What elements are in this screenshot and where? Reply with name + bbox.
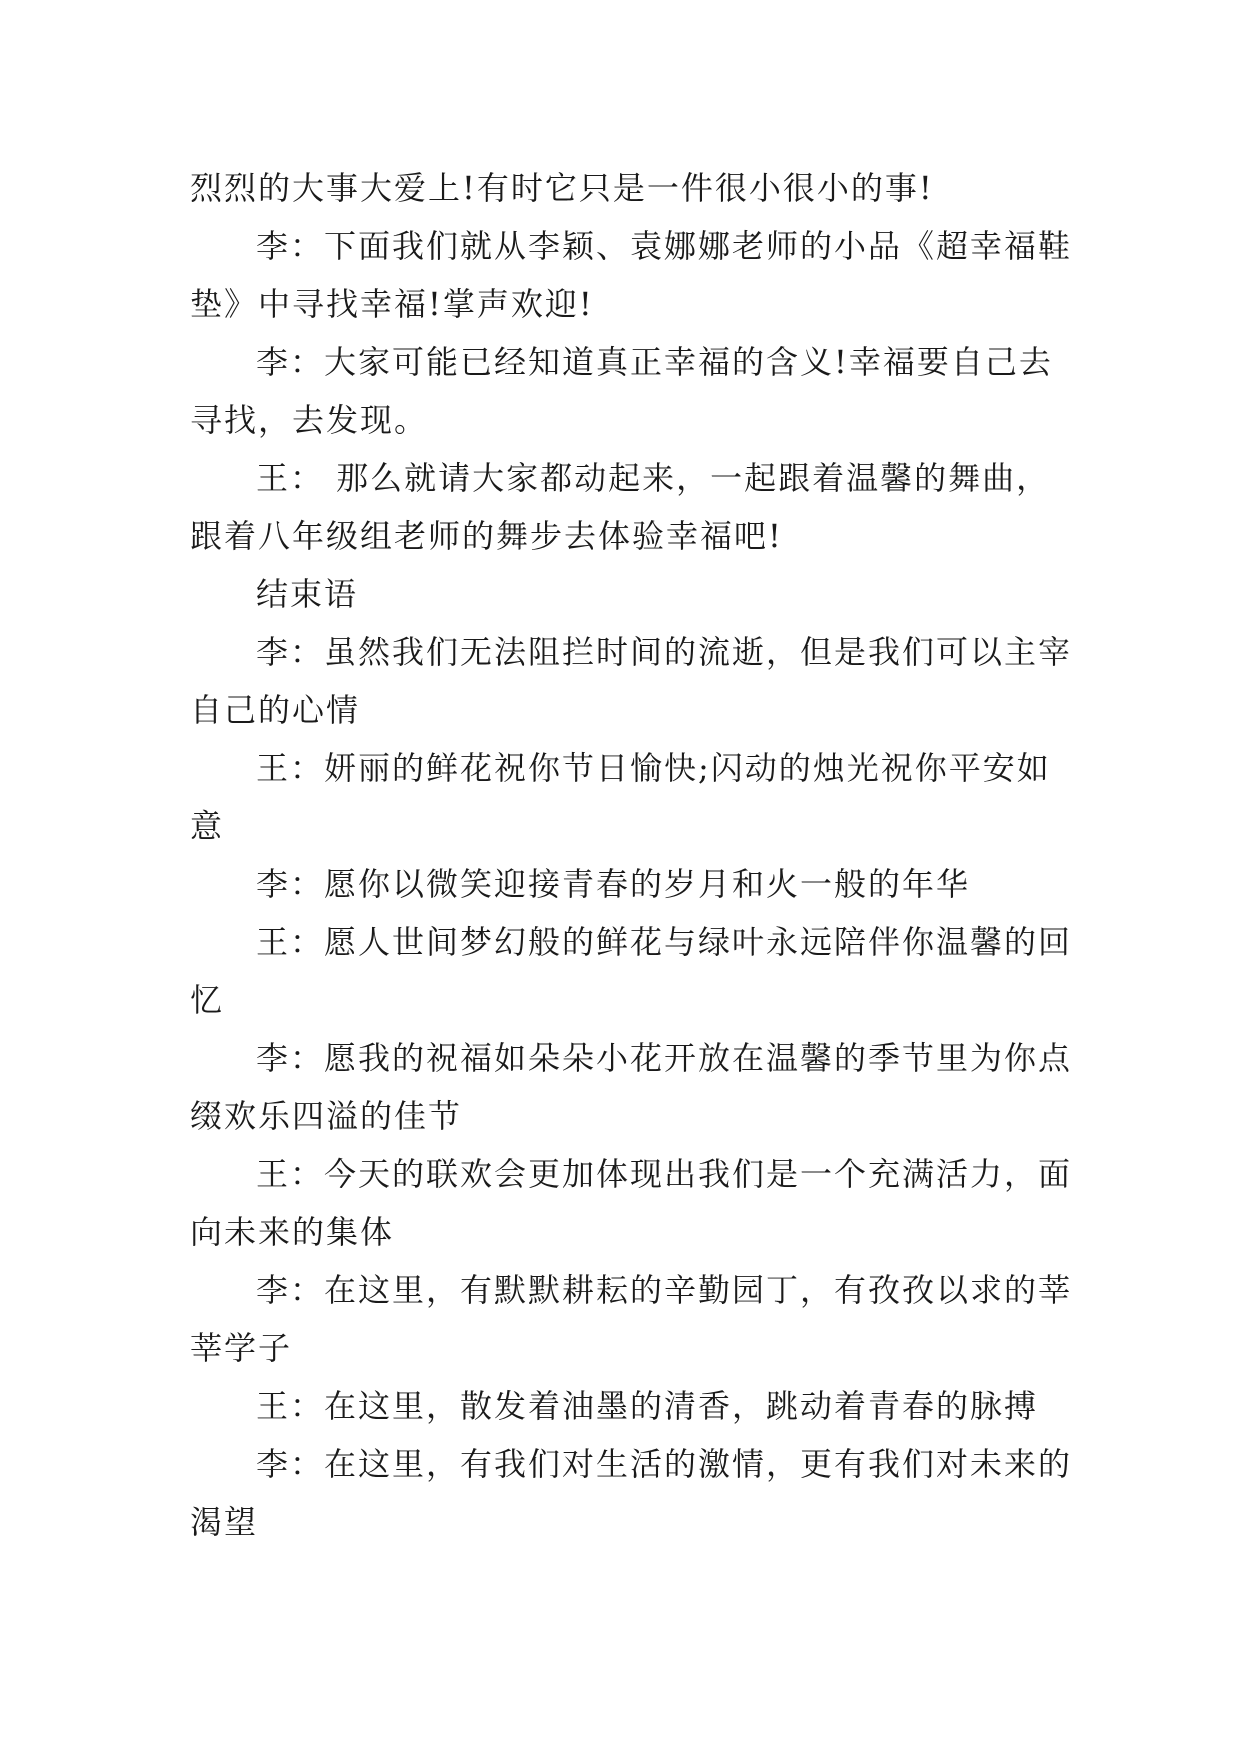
paragraph-line: 寻找，去发现。	[190, 401, 429, 439]
paragraph-line: 向未来的集体	[190, 1213, 395, 1251]
paragraph-line: 莘学子	[190, 1329, 293, 1367]
paragraph-line: 李：愿你以微笑迎接青春的岁月和火一般的年华	[256, 865, 971, 903]
paragraph-line: 李：下面我们就从李颖、袁娜娜老师的小品《超幸福鞋	[256, 227, 1073, 265]
paragraph-line: 忆	[190, 981, 225, 1019]
paragraph-line: 跟着八年级组老师的舞步去体验幸福吧!	[190, 517, 783, 555]
paragraph-line: 李：虽然我们无法阻拦时间的流逝，但是我们可以主宰	[256, 633, 1073, 671]
paragraph-line: 李：在这里，有默默耕耘的辛勤园丁，有孜孜以求的莘	[256, 1271, 1073, 1309]
paragraph-line: 王：在这里，散发着油墨的清香，跳动着青春的脉搏	[256, 1387, 1039, 1425]
paragraph-line: 李：在这里，有我们对生活的激情，更有我们对未来的	[256, 1445, 1073, 1483]
paragraph-line: 缀欢乐四溢的佳节	[190, 1097, 463, 1135]
paragraph-line: 意	[190, 807, 225, 845]
paragraph-line: 李：愿我的祝福如朵朵小花开放在温馨的季节里为你点	[256, 1039, 1073, 1077]
paragraph-line: 垫》中寻找幸福!掌声欢迎!	[190, 285, 594, 323]
paragraph-line: 王：妍丽的鲜花祝你节日愉快;闪动的烛光祝你平安如	[256, 749, 1051, 787]
paragraph-line: 烈烈的大事大爱上!有时它只是一件很小很小的事!	[190, 169, 934, 207]
section-heading: 结束语	[256, 575, 359, 613]
paragraph-line: 李：大家可能已经知道真正幸福的含义!幸福要自己去	[256, 343, 1053, 381]
paragraph-line: 王：愿人世间梦幻般的鲜花与绿叶永远陪伴你温馨的回	[256, 923, 1073, 961]
paragraph-line: 王：今天的联欢会更加体现出我们是一个充满活力，面	[256, 1155, 1073, 1193]
paragraph-line: 王： 那么就请大家都动起来，一起跟着温馨的舞曲，	[256, 459, 1051, 497]
paragraph-line: 自己的心情	[190, 691, 361, 729]
paragraph-line: 渴望	[190, 1503, 259, 1541]
